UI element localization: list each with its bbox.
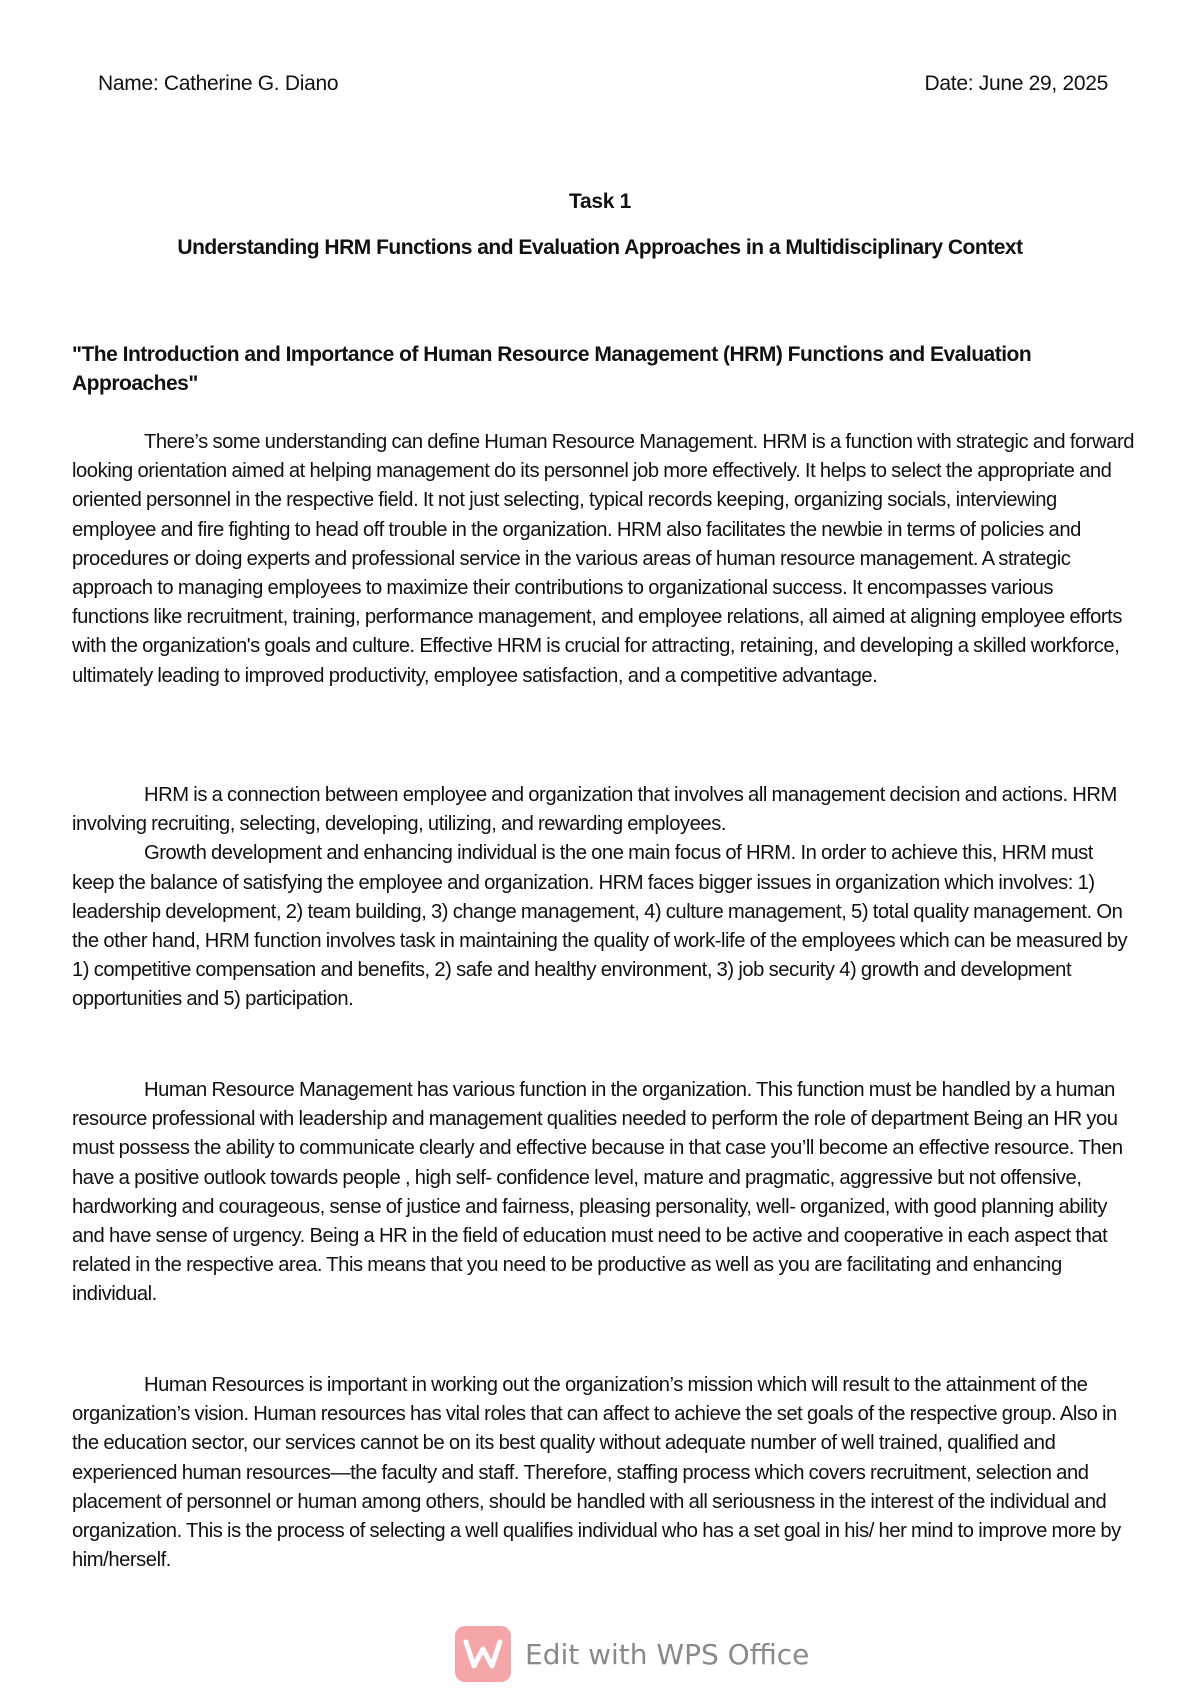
paragraph-1-text: There’s some understanding can define Human Resource Management. HRM is a function with strategic and forward looking orientation aimed at helping management do its personnel job more effectively. It helps to select the appropriate and oriented personnel in the respective field. It not just selecting, typical records keeping, organizing socials, interviewing employee and fire fighting to head off trouble in the organization. HRM also facilitates the newbie in terms of policies and procedures or doing experts and professional service in the various areas of human resource management. A strategic approach to managing employees to maximize their contributions to organizational success. It encompasses various functions like recruitment, training, performance management, and employee relations, all aimed at aligning employee efforts with the organization's goals and culture. Effective HRM is crucial for attracting, retaining, and developing a skilled workforce, ultimately leading to improved productivity, employee satisfaction, and a competitive advantage. [72, 431, 1134, 687]
document-date: Date: June 29, 2025 [924, 72, 1108, 95]
paragraph-2 [72, 781, 1134, 1015]
task-title: Task 1 [568, 190, 632, 213]
wps-edit-badge[interactable] [455, 1626, 809, 1682]
paragraph-3-text: Human Resource Management has various function in the organization. This function must be handled by a human resource professional with leadership and management qualities needed to perform the role of department Being an HR you must possess the ability to communicate clearly and effective because in that case you’ll become an effective resource. Then have a positive outlook towards people , high self- confidence level, mature and pragmatic, aggressive but not offensive, hardworking and courageous, sense of justice and fairness, pleasing personality, well- organized, with good planning ability and have sense of urgency. Being a HR in the field of education must need to be active and cooperative in each aspect that related in the respective area. This means that you need to be productive as well as you are facilitating and enhancing individual. [72, 1079, 1123, 1306]
wps-logo-icon [455, 1626, 511, 1682]
wps-edit-label[interactable]: Edit with WPS Office [525, 1637, 810, 1671]
paragraph-2b-text: Growth development and enhancing individual is the one main focus of HRM. In order to achieve this, HRM must keep the balance of satisfying the employee and organization. HRM faces bigger issues in organization which involves: 1) leadership development, 2) team building, 3) change management, 4) culture management, 5) total quality management. On the other hand, HRM function involves task in maintaining the quality of work-life of the employees which can be measured by 1) competitive compensation and benefits, 2) safe and healthy environment, 3) job security 4) growth and development opportunities and 5) participation. [72, 842, 1128, 1011]
wps-w-glyph-icon [463, 1637, 503, 1671]
paragraph-4-text: Human Resources is important in working out the organization’s mission which will result to the attainment of the organization’s vision. Human resources has vital roles that can affect to achieve the set goals of the respective group. Also in the education sector, our services cannot be on its best quality without adequate number of well trained, qualified and experienced human resources—the faculty and staff. Therefore, staffing process which covers recruitment, selection and placement of personnel or human among others, should be handled with all seriousness in the interest of the individual and organization. This is the process of selecting a well qualifies individual who has a set goal in his/ her mind to improve more by him/herself. [72, 1374, 1121, 1572]
paragraph-2a-text: HRM is a connection between employee and organization that involves all management decision and actions. HRM involving recruiting, selecting, developing, utilizing, and rewarding employees. [72, 784, 1117, 836]
section-heading: "The Introduction and Importance of Human Resource Management (HRM) Functions and Evaluation Approaches" [72, 343, 1032, 395]
student-name: Name: Catherine G. Diano [98, 72, 339, 95]
task-subtitle: Understanding HRM Functions and Evaluation Approaches in a Multidisciplinary Context [177, 236, 1023, 259]
paragraph-4 [72, 1371, 1134, 1575]
paragraph-3 [72, 1076, 1134, 1310]
paragraph-1 [72, 428, 1134, 691]
